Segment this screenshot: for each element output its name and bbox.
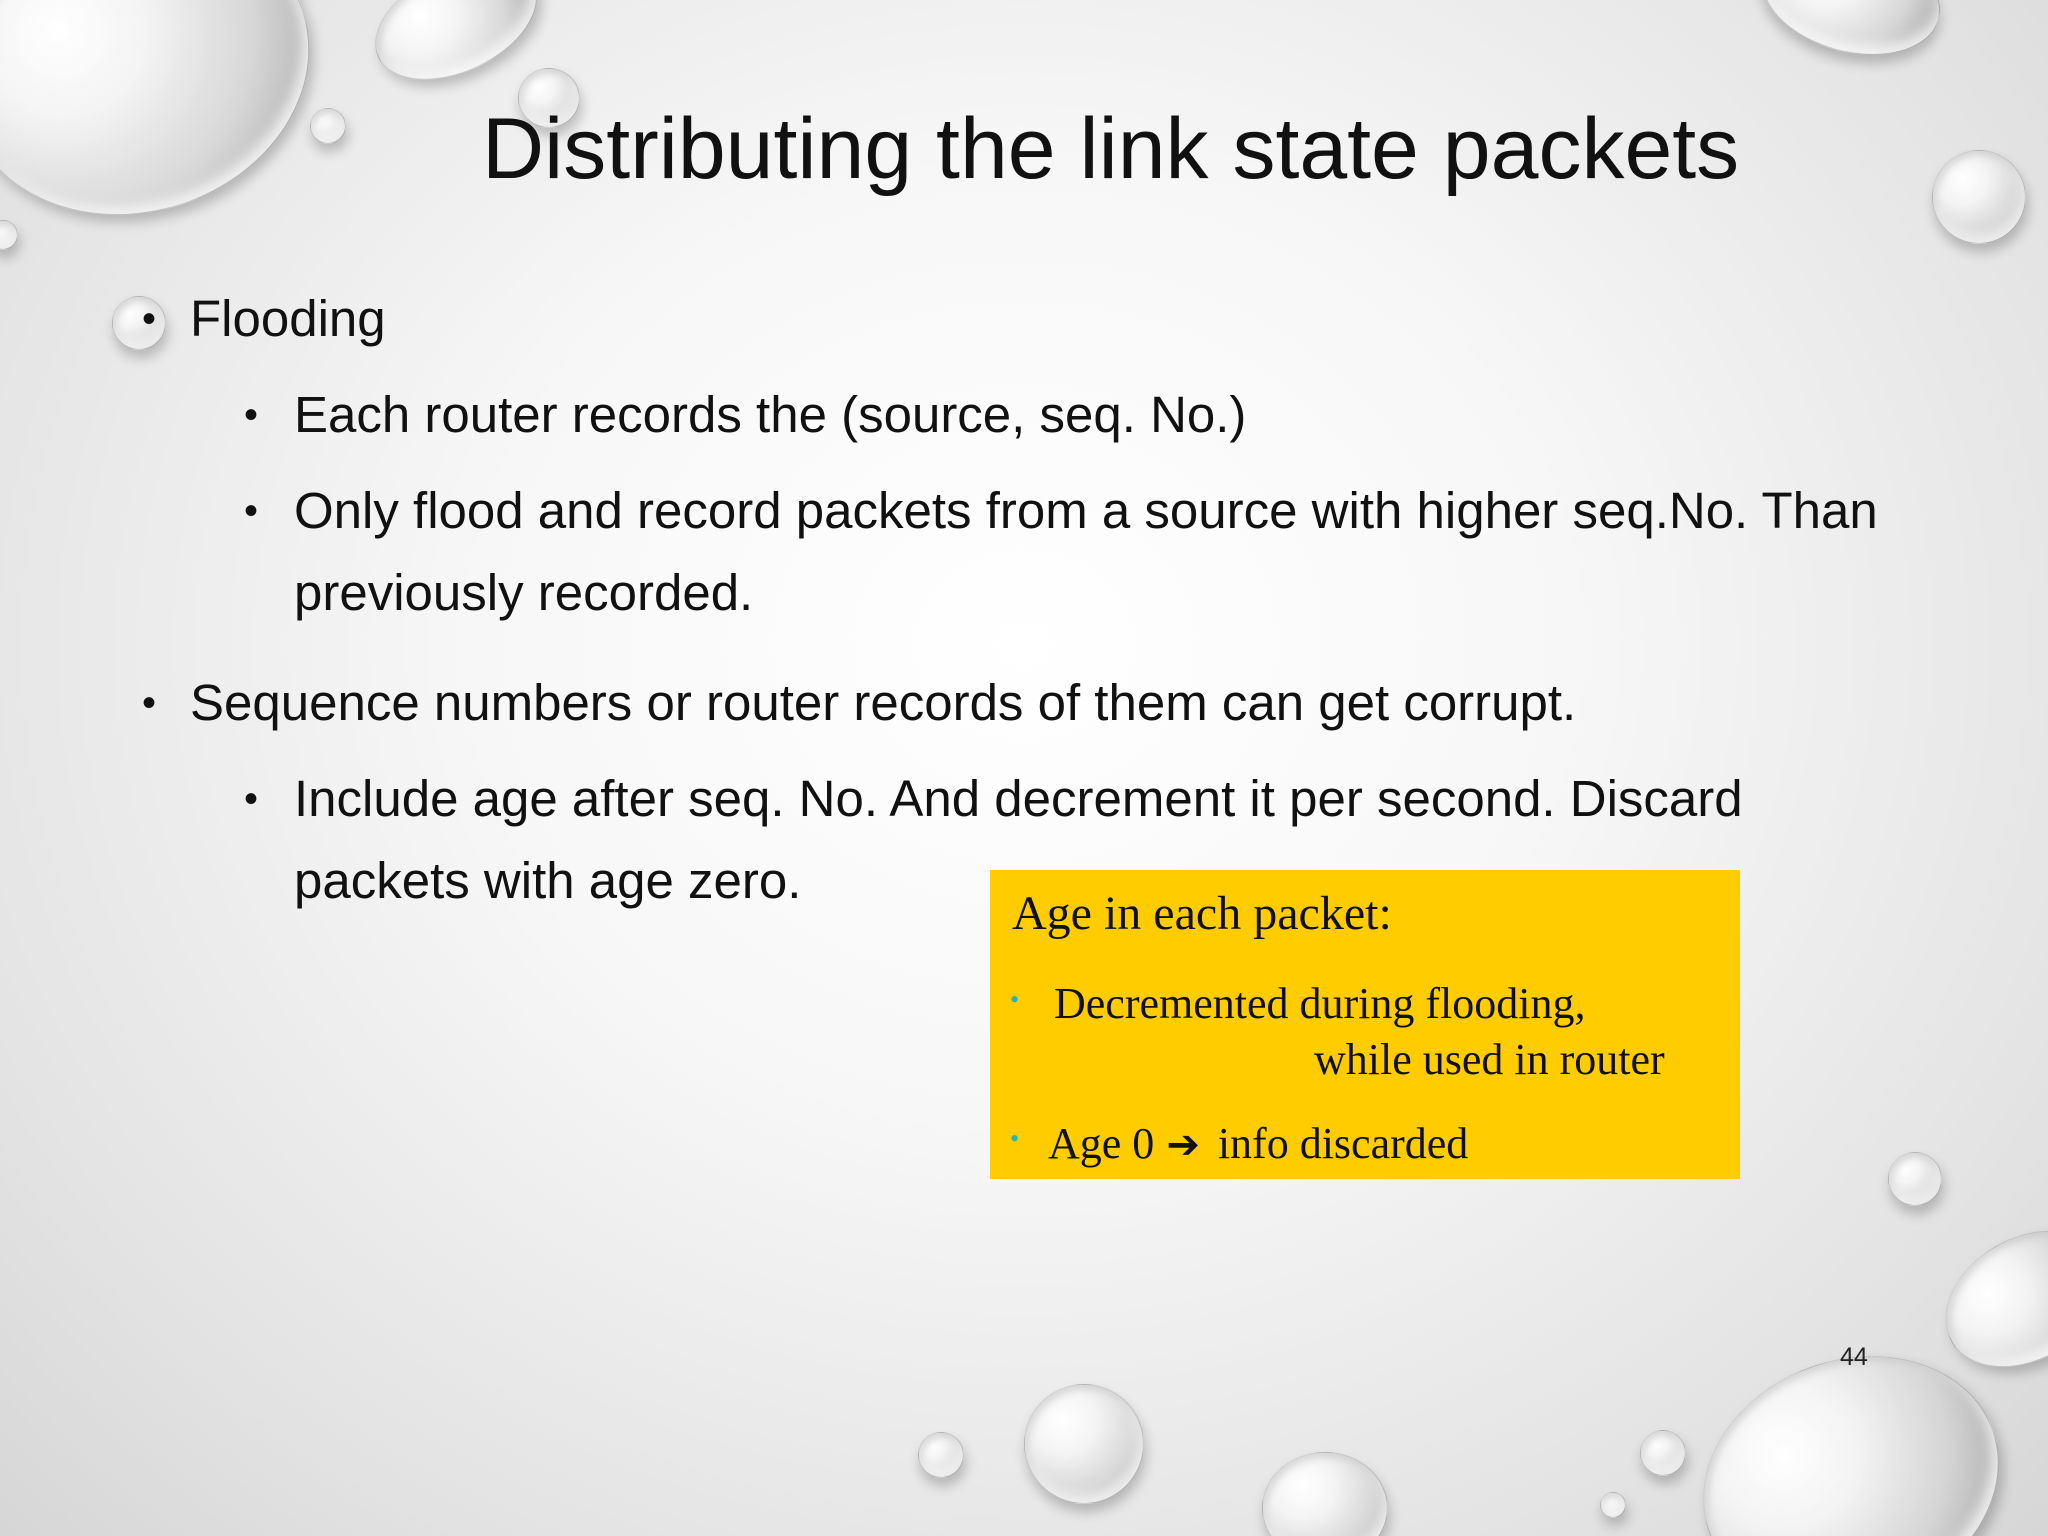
- note-bullet-dot: •: [1010, 1124, 1020, 1153]
- bullet-dot: •: [142, 297, 157, 341]
- bullet-dot: •: [244, 777, 259, 821]
- water-drop-icon: [1749, 0, 1954, 74]
- slide-title: Distributing the link state packets: [482, 101, 1740, 197]
- water-drop-icon: [310, 108, 346, 144]
- note-heading: Age in each packet:: [1012, 887, 1392, 940]
- water-drop-icon: [1262, 1452, 1388, 1536]
- water-drop-icon: [1640, 1430, 1686, 1476]
- bullet-dot: •: [142, 681, 157, 725]
- note-item-line: Decremented during flooding,: [1054, 979, 1586, 1028]
- bullet-dot: •: [244, 393, 259, 437]
- bullet-item: [142, 278, 386, 360]
- water-drop-icon: [0, 220, 18, 250]
- bullet-text: Sequence numbers or router records of them can get corrupt.: [190, 674, 1577, 731]
- sub-bullet-item: [244, 470, 1878, 634]
- water-drop-icon: [1921, 1203, 2048, 1395]
- bullet-item: [142, 662, 1577, 744]
- water-drop-icon: [1932, 150, 2026, 244]
- age-note-box: [990, 870, 1740, 1179]
- bullet-text: Each router records the (source, seq. No.): [294, 386, 1247, 443]
- bullet-text-line: previously recorded.: [294, 564, 754, 621]
- bullet-text-line: packets with age zero.: [294, 852, 802, 909]
- note-age-label: Age 0: [1048, 1119, 1155, 1168]
- bullet-text: Flooding: [190, 290, 386, 347]
- water-drop-icon: [1888, 1152, 1942, 1206]
- sub-bullet-item: [244, 374, 1247, 456]
- arrow-right-icon: ➔: [1166, 1122, 1200, 1168]
- page-number: 44: [1840, 1343, 1868, 1371]
- water-drop-icon: [1600, 1492, 1626, 1518]
- bullet-text-line: Include age after seq. No. And decrement it per second. Discard: [294, 770, 1743, 827]
- bullet-text-line: Only flood and record packets from a source with higher seq.No. Than: [294, 482, 1878, 539]
- bullet-dot: •: [244, 489, 259, 533]
- water-drop-icon: [112, 296, 166, 350]
- water-drop-icon: [918, 1432, 964, 1478]
- note-bullet-dot: •: [1010, 985, 1020, 1014]
- note-item-line: [1048, 1118, 1468, 1169]
- note-item-line: while used in router: [1314, 1035, 1665, 1084]
- water-drop-icon: [0, 0, 349, 259]
- note-discard-label: info discarded: [1217, 1119, 1469, 1168]
- water-drop-icon: [1024, 1384, 1144, 1504]
